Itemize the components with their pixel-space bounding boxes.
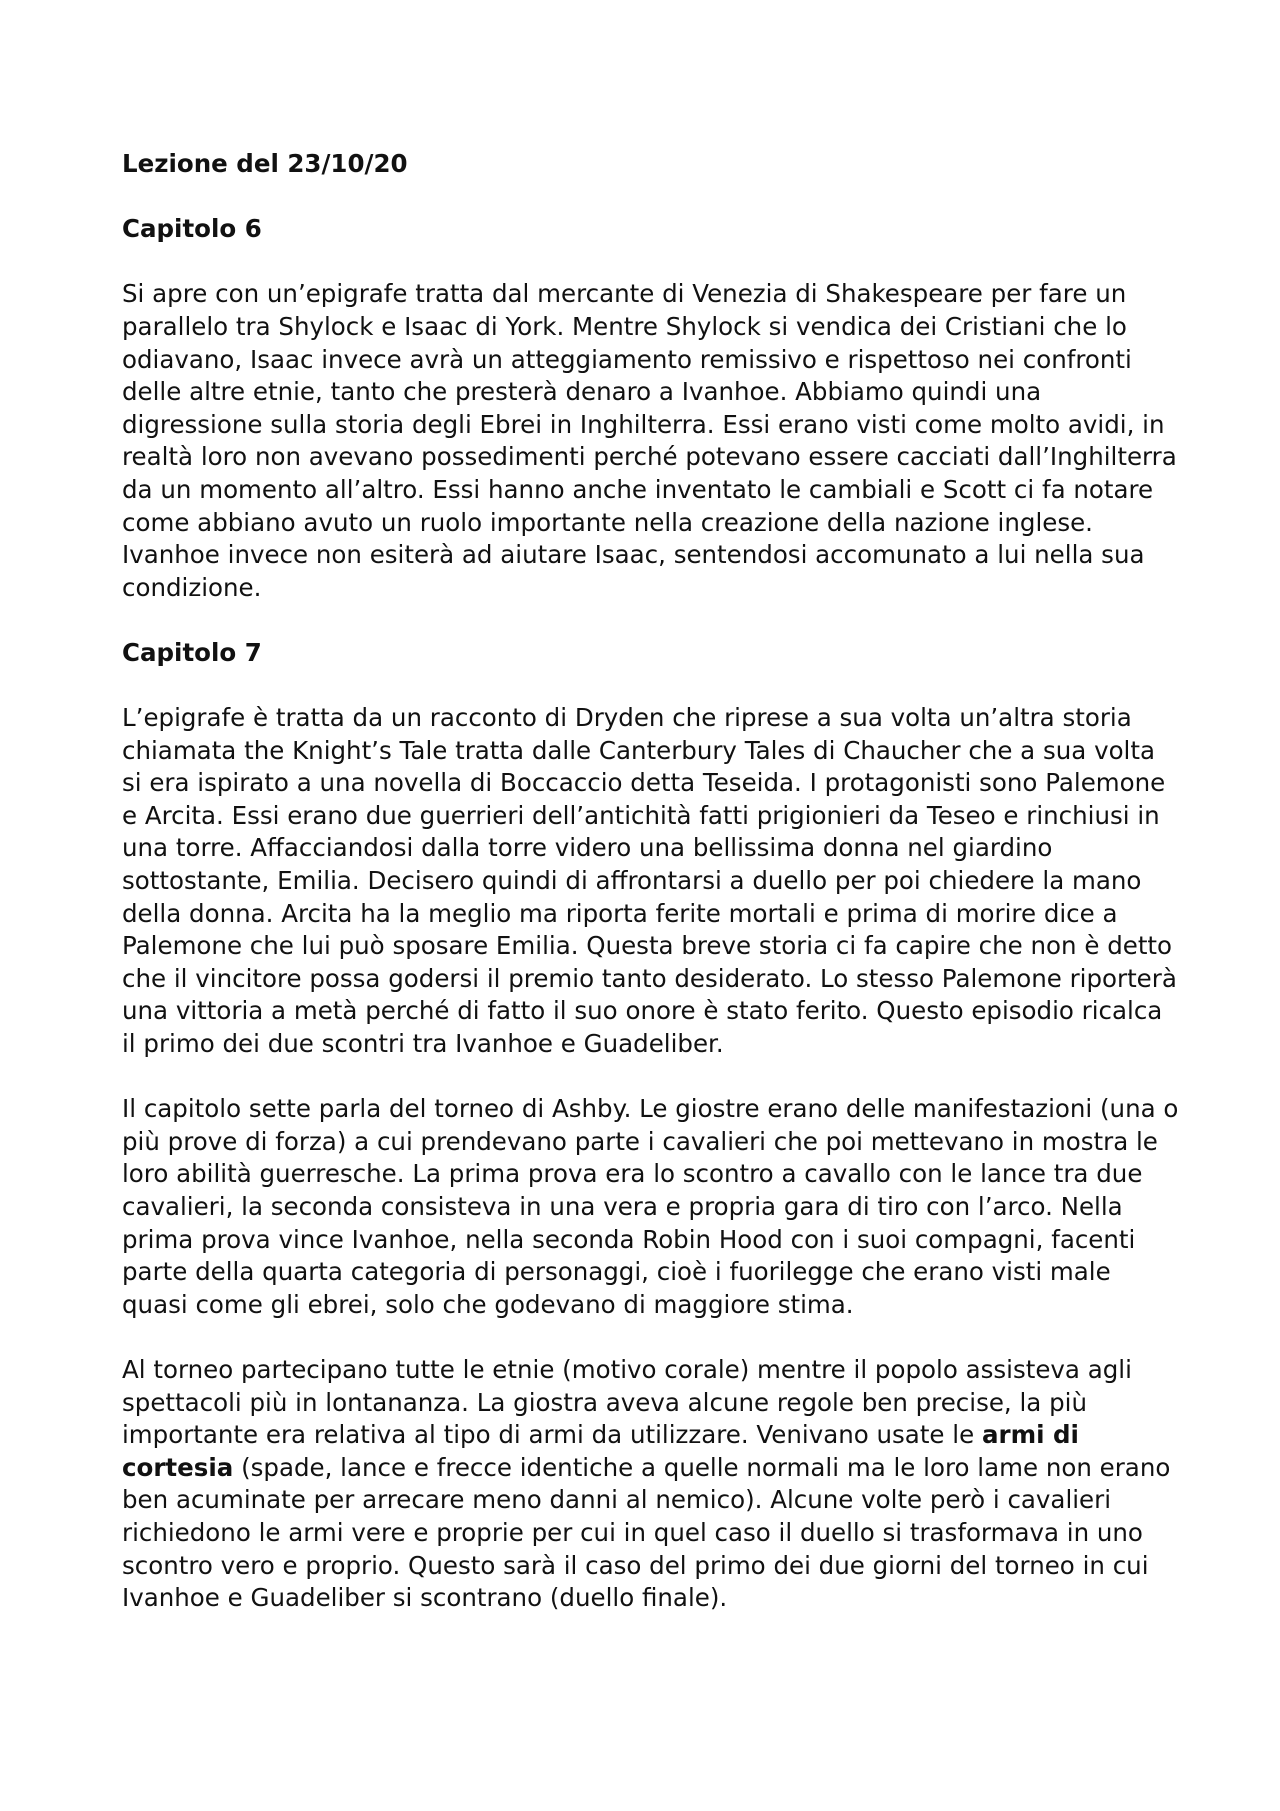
chapter-6-heading: Capitolo 6	[122, 214, 262, 244]
chapter-7-paragraph-2: Il capitolo sette parla del torneo di Ashby. Le giostre erano delle manifestazioni (una o più prove di forza) a cui prendevano parte i cavalieri che poi mettevano in mostra le loro abilità guerresche. La prima prova era lo scontro a cavallo con le lance tra due cavalieri, la seconda consisteva in una vera e propria gara di tiro con l’arco. Nella prima prova vince Ivanhoe, nella seconda Robin Hood con i suoi compagni, facenti parte della quarta categoria di personaggi, cioè i fuorilegge che erano visti male quasi come gli ebrei, solo che godevano di maggiore stima.	[122, 1094, 1179, 1319]
paragraph-3-text-start: Al torneo partecipano tutte le etnie (motivo corale) mentre il popolo assisteva agli spettacoli più in lontananza. La giostra aveva alcune regole ben precise, la più importante era relativa al tipo di armi da utilizzare. Venivano usate le	[122, 1354, 1132, 1450]
chapter-7-heading: Capitolo 7	[122, 637, 262, 667]
chapter-7-paragraph-3	[122, 1354, 1182, 1615]
chapter-7-paragraph-1: L’epigrafe è tratta da un racconto di Dryden che riprese a sua volta un’altra storia chiamata the Knight’s Tale tratta dalle Canterbury Tales di Chaucher che a sua volta si era ispirato a una novella di Boccaccio detta Teseida. I protagonisti sono Palemone e Arcita. Essi erano due guerrieri dell’antichità fatti prigionieri da Teseo e rinchiusi in una torre. Affacciandosi dalla torre videro una bellissima donna nel giardino sottostante, Emilia. Decisero quindi di affrontarsi a duello per poi chiedere la mano della donna. Arcita ha la meglio ma riporta ferite mortali e prima di morire dice a Palemone che lui può sposare Emilia. Questa breve storia ci fa capire che non è detto che il vincitore possa godersi il premio tanto desiderato. Lo stesso Palemone riporterà una vittoria a metà perché di fatto il suo onore è stato ferito. Questo episodio ricalca il primo dei due scontri tra Ivanhoe e Guadeliber.	[122, 703, 1177, 1059]
paragraph-3-text-end: (spade, lance e frecce identiche a quelle normali ma le loro lame non erano ben acuminate per arrecare meno danni al nemico). Alcune volte però i cavalieri richiedono le armi vere e proprie per cui in quel caso il duello si trasformava in uno scontro vero e proprio. Questo sarà il caso del primo dei due giorni del torneo in cui Ivanhoe e Guadeliber si scontrano (duello finale).	[122, 1452, 1171, 1613]
armi-di-cortesia-bold: armi di cortesia	[122, 1420, 1079, 1482]
chapter-6-paragraph: Si apre con un’epigrafe tratta dal mercante di Venezia di Shakespeare per fare un parallelo tra Shylock e Isaac di York. Mentre Shylock si vendica dei Cristiani che lo odiavano, Isaac invece avrà un atteggiamento remissivo e rispettoso nei confronti delle altre etnie, tanto che presterà denaro a Ivanhoe. Abbiamo quindi una digressione sulla storia degli Ebrei in Inghilterra. Essi erano visti come molto avidi, in realtà loro non avevano possedimenti perché potevano essere cacciati dall’Inghilterra da un momento all’altro. Essi hanno anche inventato le cambiali e Scott ci fa notare come abbiano avuto un ruolo importante nella creazione della nazione inglese. Ivanhoe invece non esiterà ad aiutare Isaac, sentendosi accomunato a lui nella sua condizione.	[122, 279, 1177, 602]
document-page	[122, 148, 1182, 1647]
lesson-title: Lezione del 23/10/20	[122, 149, 408, 178]
